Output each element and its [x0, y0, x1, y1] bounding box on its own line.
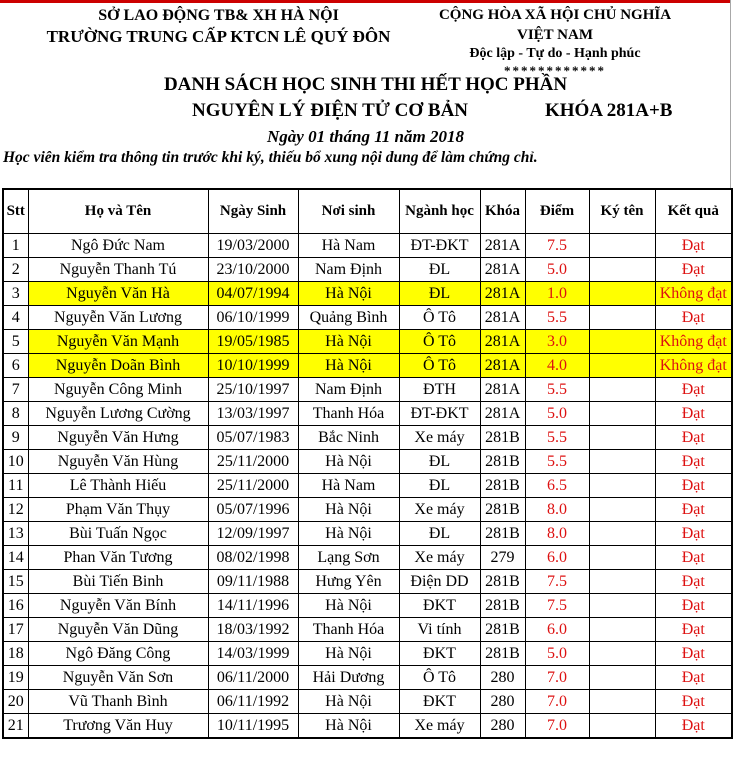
cell-sign: [589, 426, 655, 450]
cell-dob: 10/10/1999: [208, 354, 298, 378]
student-table-body: [3, 234, 732, 739]
cell-stt: 17: [3, 618, 28, 642]
cell-score: 5.0: [525, 642, 589, 666]
cell-pob: Hà Nam: [298, 474, 399, 498]
cell-score: 6.0: [525, 546, 589, 570]
cell-name: Nguyễn Lương Cường: [28, 402, 208, 426]
table-row: [3, 498, 732, 522]
cell-major: ĐL: [399, 474, 480, 498]
cell-pob: Hà Nội: [298, 354, 399, 378]
cell-dob: 19/03/2000: [208, 234, 298, 258]
cell-pob: Nam Định: [298, 258, 399, 282]
cell-dob: 06/11/2000: [208, 666, 298, 690]
cell-pob: Hưng Yên: [298, 570, 399, 594]
column-header-pob: Nơi sinh: [298, 189, 399, 234]
cell-major: ĐKT: [399, 690, 480, 714]
org-school: TRƯỜNG TRUNG CẤP KTCN LÊ QUÝ ĐÔN: [46, 27, 391, 46]
cell-sign: [589, 570, 655, 594]
table-row: [3, 426, 732, 450]
cell-stt: 12: [3, 498, 28, 522]
cell-sign: [589, 378, 655, 402]
cell-name: Nguyễn Văn Hùng: [28, 450, 208, 474]
cell-dob: 25/11/2000: [208, 474, 298, 498]
cell-sign: [589, 618, 655, 642]
cell-dob: 09/11/1988: [208, 570, 298, 594]
cell-dob: 06/10/1999: [208, 306, 298, 330]
cell-course: 281A: [480, 282, 525, 306]
cell-name: Nguyễn Công Minh: [28, 378, 208, 402]
cell-score: 7.5: [525, 594, 589, 618]
cell-sign: [589, 354, 655, 378]
cell-course: 281A: [480, 234, 525, 258]
cell-course: 280: [480, 666, 525, 690]
cell-dob: 06/11/1992: [208, 690, 298, 714]
table-row: [3, 546, 732, 570]
cell-name: Bùi Tiến Binh: [28, 570, 208, 594]
cell-stt: 21: [3, 714, 28, 739]
cell-major: ĐKT: [399, 642, 480, 666]
cell-result: Đạt: [655, 594, 732, 618]
cell-pob: Thanh Hóa: [298, 402, 399, 426]
cell-result: Đạt: [655, 642, 732, 666]
cell-dob: 12/09/1997: [208, 522, 298, 546]
cell-major: Ô Tô: [399, 306, 480, 330]
cell-score: 7.0: [525, 666, 589, 690]
column-header-sign: Ký tên: [589, 189, 655, 234]
cell-stt: 7: [3, 378, 28, 402]
cell-name: Nguyễn Doãn Bình: [28, 354, 208, 378]
cell-dob: 10/11/1995: [208, 714, 298, 739]
cell-sign: [589, 258, 655, 282]
column-header-course: Khóa: [480, 189, 525, 234]
cell-major: Ô Tô: [399, 354, 480, 378]
cell-score: 5.0: [525, 258, 589, 282]
cell-course: 281B: [480, 426, 525, 450]
cell-major: ĐL: [399, 522, 480, 546]
national-motto-line1: CỘNG HÒA XÃ HỘI CHỦ NGHĨA VIỆT NAM: [438, 7, 672, 43]
cell-dob: 19/05/1985: [208, 330, 298, 354]
cell-result: Đạt: [655, 474, 732, 498]
cell-score: 5.5: [525, 426, 589, 450]
cell-sign: [589, 450, 655, 474]
cell-score: 5.5: [525, 378, 589, 402]
cell-major: Xe máy: [399, 426, 480, 450]
cell-major: Xe máy: [399, 498, 480, 522]
cell-course: 281B: [480, 642, 525, 666]
cell-pob: Lạng Sơn: [298, 546, 399, 570]
cell-score: 7.5: [525, 234, 589, 258]
cell-dob: 14/11/1996: [208, 594, 298, 618]
cell-stt: 3: [3, 282, 28, 306]
cell-dob: 04/07/1994: [208, 282, 298, 306]
cell-major: ĐT-ĐKT: [399, 402, 480, 426]
cell-result: Đạt: [655, 258, 732, 282]
table-row: [3, 594, 732, 618]
cell-course: 281A: [480, 378, 525, 402]
cell-pob: Nam Định: [298, 378, 399, 402]
cell-score: 5.5: [525, 450, 589, 474]
cell-sign: [589, 594, 655, 618]
cell-result: Không đạt: [655, 330, 732, 354]
cell-sign: [589, 234, 655, 258]
cell-score: 7.0: [525, 714, 589, 739]
cell-name: Bùi Tuấn Ngọc: [28, 522, 208, 546]
cell-stt: 5: [3, 330, 28, 354]
cell-stt: 8: [3, 402, 28, 426]
cell-course: 280: [480, 714, 525, 739]
column-header-name: Họ và Tên: [28, 189, 208, 234]
cell-stt: 11: [3, 474, 28, 498]
cell-sign: [589, 498, 655, 522]
cell-major: ĐKT: [399, 594, 480, 618]
student-table-head: [3, 189, 732, 234]
cell-course: 281A: [480, 354, 525, 378]
cell-name: Ngô Đức Nam: [28, 234, 208, 258]
cell-score: 6.5: [525, 474, 589, 498]
table-row: [3, 354, 732, 378]
cell-score: 3.0: [525, 330, 589, 354]
column-header-stt: Stt: [3, 189, 28, 234]
table-row: [3, 474, 732, 498]
cell-result: Đạt: [655, 666, 732, 690]
cell-stt: 13: [3, 522, 28, 546]
cell-name: Phạm Văn Thụy: [28, 498, 208, 522]
cell-sign: [589, 306, 655, 330]
cell-stt: 4: [3, 306, 28, 330]
org-department: SỞ LAO ĐỘNG TB& XH HÀ NỘI: [98, 7, 339, 24]
cell-course: 281B: [480, 522, 525, 546]
cell-major: Vi tính: [399, 618, 480, 642]
cell-course: 281A: [480, 330, 525, 354]
cell-dob: 25/11/2000: [208, 450, 298, 474]
cell-major: ĐL: [399, 258, 480, 282]
cell-result: Đạt: [655, 546, 732, 570]
cell-result: Đạt: [655, 426, 732, 450]
org-block-left: [0, 6, 437, 47]
header-row: [3, 189, 732, 234]
table-row: [3, 330, 732, 354]
cell-dob: 08/02/1998: [208, 546, 298, 570]
cell-result: Đạt: [655, 618, 732, 642]
cell-pob: Hà Nội: [298, 690, 399, 714]
cell-result: Đạt: [655, 234, 732, 258]
cell-course: 279: [480, 546, 525, 570]
column-header-dob: Ngày Sinh: [208, 189, 298, 234]
cell-name: Nguyễn Văn Hà: [28, 282, 208, 306]
cell-name: Nguyễn Văn Dũng: [28, 618, 208, 642]
cell-course: 281B: [480, 594, 525, 618]
cell-name: Nguyễn Văn Sơn: [28, 666, 208, 690]
cell-dob: 13/03/1997: [208, 402, 298, 426]
table-row: [3, 666, 732, 690]
cell-score: 8.0: [525, 498, 589, 522]
cell-result: Đạt: [655, 450, 732, 474]
cell-dob: 18/03/1992: [208, 618, 298, 642]
table-row: [3, 714, 732, 739]
table-row: [3, 690, 732, 714]
cell-dob: 05/07/1996: [208, 498, 298, 522]
cell-pob: Quảng Bình: [298, 306, 399, 330]
date-line: Ngày 01 tháng 11 năm 2018: [267, 127, 464, 146]
cell-stt: 2: [3, 258, 28, 282]
cell-score: 5.0: [525, 402, 589, 426]
cell-major: Điện DD: [399, 570, 480, 594]
cell-pob: Hà Nội: [298, 498, 399, 522]
cell-score: 5.5: [525, 306, 589, 330]
page-title: DANH SÁCH HỌC SINH THI HẾT HỌC PHẦN: [163, 74, 568, 95]
cell-major: ĐL: [399, 450, 480, 474]
column-header-result: Kết quả: [655, 189, 732, 234]
cell-pob: Hà Nội: [298, 282, 399, 306]
cell-pob: Hà Nam: [298, 234, 399, 258]
subject-title: NGUYÊN LÝ ĐIỆN TỬ CƠ BẢN: [191, 100, 469, 121]
cell-name: Nguyễn Văn Mạnh: [28, 330, 208, 354]
cell-name: Trương Văn Huy: [28, 714, 208, 739]
table-row: [3, 450, 732, 474]
cell-stt: 18: [3, 642, 28, 666]
cell-course: 281B: [480, 570, 525, 594]
cell-course: 281B: [480, 618, 525, 642]
cell-pob: Hải Dương: [298, 666, 399, 690]
cell-stt: 6: [3, 354, 28, 378]
table-row: [3, 282, 732, 306]
note-line: Học viên kiểm tra thông tin trước khi ký, thiếu bổ xung nội dung để làm chứng chỉ.: [3, 149, 538, 166]
table-row: [3, 258, 732, 282]
cell-name: Nguyễn Văn Hưng: [28, 426, 208, 450]
cell-score: 4.0: [525, 354, 589, 378]
cell-sign: [589, 282, 655, 306]
cell-score: 1.0: [525, 282, 589, 306]
cell-name: Nguyễn Thanh Tú: [28, 258, 208, 282]
cell-major: Xe máy: [399, 714, 480, 739]
cell-stt: 19: [3, 666, 28, 690]
cell-pob: Bắc Ninh: [298, 426, 399, 450]
cell-sign: [589, 642, 655, 666]
cell-sign: [589, 546, 655, 570]
cell-name: Ngô Đăng Công: [28, 642, 208, 666]
cell-stt: 10: [3, 450, 28, 474]
table-row: [3, 402, 732, 426]
table-row: [3, 234, 732, 258]
cell-major: Ô Tô: [399, 330, 480, 354]
cell-score: 8.0: [525, 522, 589, 546]
cell-name: Nguyễn Văn Lương: [28, 306, 208, 330]
cell-course: 281B: [480, 474, 525, 498]
table-row: [3, 618, 732, 642]
column-header-major: Ngành học: [399, 189, 480, 234]
cell-result: Đạt: [655, 378, 732, 402]
cell-result: Đạt: [655, 570, 732, 594]
cell-stt: 1: [3, 234, 28, 258]
cell-pob: Hà Nội: [298, 714, 399, 739]
cell-major: ĐT-ĐKT: [399, 234, 480, 258]
cell-major: Xe máy: [399, 546, 480, 570]
table-row: [3, 378, 732, 402]
cell-sign: [589, 690, 655, 714]
cell-stt: 16: [3, 594, 28, 618]
cell-dob: 05/07/1983: [208, 426, 298, 450]
student-table: [2, 188, 733, 739]
cell-stt: 20: [3, 690, 28, 714]
cell-course: 281A: [480, 402, 525, 426]
national-motto-line2: Độc lập - Tự do - Hạnh phúc: [469, 46, 641, 61]
cell-sign: [589, 666, 655, 690]
cell-stt: 9: [3, 426, 28, 450]
cell-result: Đạt: [655, 714, 732, 739]
cell-course: 281A: [480, 258, 525, 282]
cell-dob: 23/10/2000: [208, 258, 298, 282]
cell-pob: Hà Nội: [298, 642, 399, 666]
stars-divider: ************: [504, 63, 606, 79]
cell-sign: [589, 330, 655, 354]
cell-name: Nguyễn Văn Bính: [28, 594, 208, 618]
table-row: [3, 522, 732, 546]
table-row: [3, 642, 732, 666]
cell-result: Đạt: [655, 306, 732, 330]
cell-score: 7.5: [525, 570, 589, 594]
cell-name: Phan Văn Tương: [28, 546, 208, 570]
cell-score: 6.0: [525, 618, 589, 642]
cell-result: Không đạt: [655, 282, 732, 306]
cell-stt: 15: [3, 570, 28, 594]
cell-result: Không đạt: [655, 354, 732, 378]
table-row: [3, 570, 732, 594]
cell-result: Đạt: [655, 522, 732, 546]
cell-score: 7.0: [525, 690, 589, 714]
cell-stt: 14: [3, 546, 28, 570]
cell-pob: Hà Nội: [298, 522, 399, 546]
table-row: [3, 306, 732, 330]
top-red-rule: [0, 0, 731, 3]
cell-course: 281B: [480, 450, 525, 474]
column-header-score: Điểm: [525, 189, 589, 234]
cell-pob: Thanh Hóa: [298, 618, 399, 642]
cell-result: Đạt: [655, 498, 732, 522]
cell-dob: 25/10/1997: [208, 378, 298, 402]
cell-name: Lê Thành Hiếu: [28, 474, 208, 498]
cell-dob: 14/03/1999: [208, 642, 298, 666]
cell-sign: [589, 714, 655, 739]
cell-sign: [589, 522, 655, 546]
cell-sign: [589, 402, 655, 426]
cell-course: 281A: [480, 306, 525, 330]
cell-major: ĐTH: [399, 378, 480, 402]
cell-result: Đạt: [655, 690, 732, 714]
cell-result: Đạt: [655, 402, 732, 426]
cell-major: ĐL: [399, 282, 480, 306]
course-label: KHÓA 281A+B: [545, 100, 673, 121]
cell-name: Vũ Thanh Bình: [28, 690, 208, 714]
org-block-right: [424, 6, 686, 80]
cell-course: 280: [480, 690, 525, 714]
cell-major: Ô Tô: [399, 666, 480, 690]
cell-pob: Hà Nội: [298, 330, 399, 354]
cell-pob: Hà Nội: [298, 594, 399, 618]
cell-course: 281B: [480, 498, 525, 522]
cell-pob: Hà Nội: [298, 450, 399, 474]
cell-sign: [589, 474, 655, 498]
